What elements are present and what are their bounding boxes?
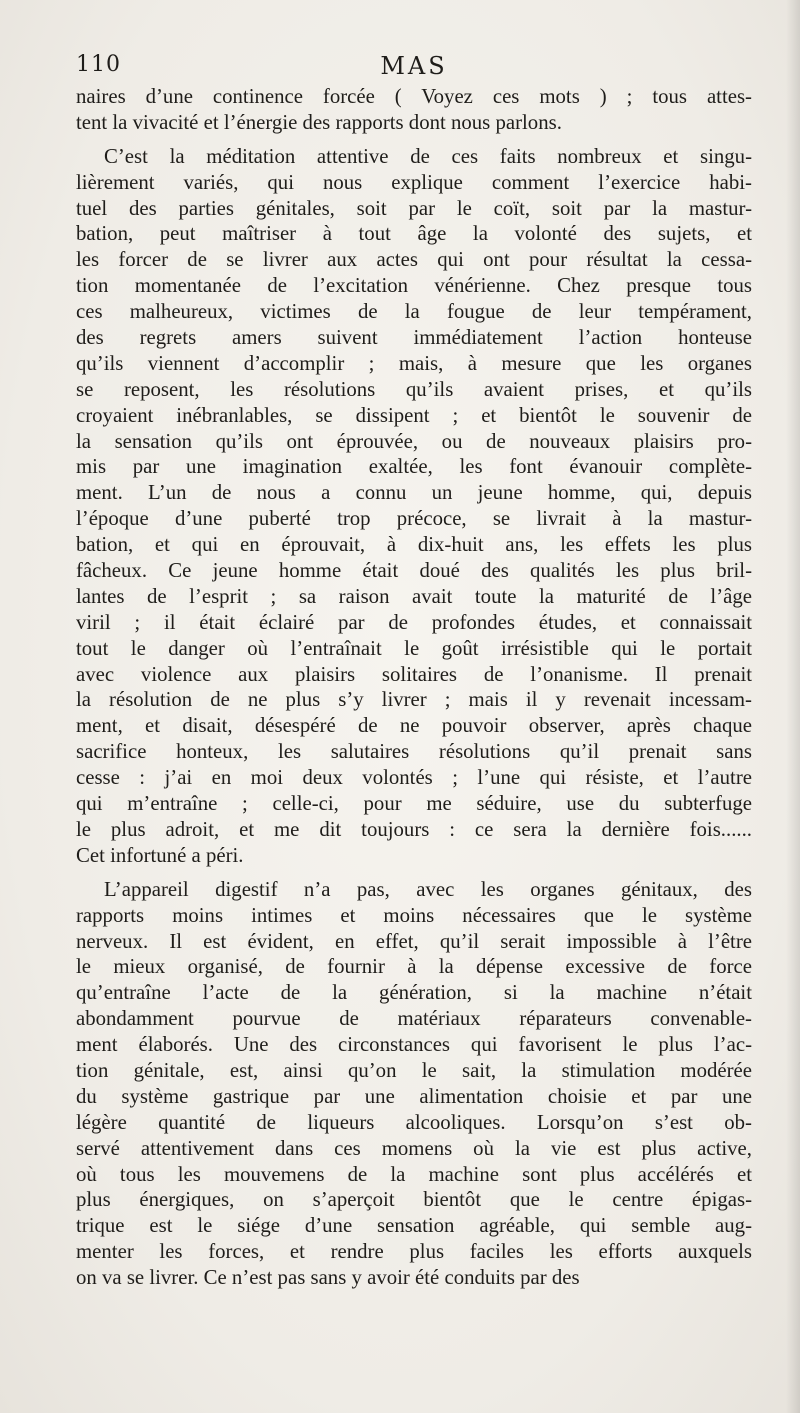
text-line: tent la vivacité et l’énergie des rapports dont nous parlons. [76, 110, 562, 134]
text-line: viril ; il était éclairé par de profondes études, et connaissait [76, 610, 752, 634]
body-text [76, 84, 752, 1291]
paragraph [76, 84, 752, 136]
text-line: qui m’entraîne ; celle-ci, pour me séduire, use du subterfuge [76, 792, 752, 816]
text-line: naires d’une continence forcée ( Voyez ces mots ) ; tous attes- [76, 85, 752, 108]
text-line: le mieux organisé, de fournir à la dépense excessive de force [76, 955, 752, 979]
text-line: ces malheureux, victimes de la fougue de leur tempérament, [76, 300, 752, 324]
text-line: où tous les mouvemens de la machine sont plus accélérés et [76, 1162, 752, 1186]
text-line: plus énergiques, on s’aperçoit bientôt que le centre épigas- [76, 1188, 752, 1212]
text-line: rapports moins intimes et moins nécessaires que le système [76, 903, 752, 927]
text-line: des regrets amers suivent immédiatement l’action honteuse [76, 326, 752, 350]
text-line: lantes de l’esprit ; sa raison avait toute la maturité de l’âge [76, 584, 752, 608]
text-line: ment élaborés. Une des circonstances qui favorisent le plus l’ac- [76, 1033, 752, 1057]
running-head: MAS [380, 52, 448, 80]
text-line: croyaient inébranlables, se dissipent ; et bientôt le souvenir de [76, 403, 752, 427]
text-line: la sensation qu’ils ont éprouvée, ou de nouveaux plaisirs pro- [76, 429, 752, 453]
text-line: la résolution de ne plus s’y livrer ; mais il y revenait incessam- [76, 688, 752, 712]
text-line: qu’entraîne l’acte de la génération, si la machine n’était [76, 981, 752, 1005]
text-line: fâcheux. Ce jeune homme était doué des qualités les plus bril- [76, 559, 752, 583]
text-line: qu’ils viennent d’accomplir ; mais, à mesure que les organes [76, 351, 752, 375]
text-line: abondamment pourvue de matériaux réparateurs convenable- [76, 1007, 752, 1031]
text-line: menter les forces, et rendre plus faciles les efforts auxquels [76, 1240, 752, 1264]
paragraph-gap [76, 869, 752, 877]
text-line: tion momentanée de l’excitation vénérienne. Chez presque tous [76, 274, 752, 298]
paragraph [76, 144, 752, 869]
text-line: sacrifice honteux, les salutaires résolutions qu’il prenait sans [76, 740, 752, 764]
text-line: trique est le siége d’une sensation agréable, qui semble aug- [76, 1214, 752, 1238]
text-line: Cet infortuné a péri. [76, 843, 244, 867]
text-line: lièrement variés, qui nous explique comment l’exercice habi- [76, 170, 752, 194]
text-line: mis par une imagination exaltée, les font évanouir complète- [76, 455, 752, 479]
text-line: tion génitale, est, ainsi qu’on le sait, la stimulation modérée [76, 1058, 752, 1082]
text-line: le plus adroit, et me dit toujours : ce sera la dernière fois...... [76, 817, 752, 841]
text-line: bation, et qui en éprouvait, à dix-huit ans, les effets les plus [76, 533, 752, 557]
text-line: tout le danger où l’entraînait le goût irrésistible qui le portait [76, 636, 752, 660]
text-line: nerveux. Il est évident, en effet, qu’il serait impossible à l’être [76, 929, 752, 953]
text-line: bation, peut maîtriser à tout âge la volonté des sujets, et [76, 222, 752, 246]
text-line: L’appareil digestif n’a pas, avec les organes génitaux, des [104, 877, 752, 901]
page-number: 110 [76, 52, 121, 77]
text-line: ment, et disait, désespéré de ne pouvoir observer, après chaque [76, 714, 752, 738]
paragraph [76, 877, 752, 1291]
text-line: tuel des parties génitales, soit par le coït, soit par la mastur- [76, 196, 752, 220]
text-line: se reposent, les résolutions qu’ils avaient prises, et qu’ils [76, 377, 752, 401]
text-line: servé attentivement dans ces momens où la vie est plus active, [76, 1136, 752, 1160]
text-line: ment. L’un de nous a connu un jeune homme, qui, depuis [76, 481, 752, 505]
text-line: du système gastrique par une alimentation choisie et par une [76, 1084, 752, 1108]
text-line: cesse : j’ai en moi deux volontés ; l’une qui résiste, et l’autre [76, 766, 752, 790]
paragraph-gap [76, 136, 752, 144]
page-header [76, 52, 752, 82]
text-line: les forcer de se livrer aux actes qui ont pour résultat la cessa- [76, 248, 752, 272]
page-gutter-shadow [786, 0, 800, 1413]
text-line: l’époque d’une puberté trop précoce, se livrait à la mastur- [76, 507, 752, 531]
text-line: C’est la méditation attentive de ces faits nombreux et singu- [104, 144, 752, 168]
text-line: on va se livrer. Ce n’est pas sans y avoir été conduits par des [76, 1266, 580, 1290]
text-line: avec violence aux plaisirs solitaires de l’onanisme. Il prenait [76, 662, 752, 686]
text-line: légère quantité de liqueurs alcooliques. Lorsqu’on s’est ob- [76, 1110, 752, 1134]
